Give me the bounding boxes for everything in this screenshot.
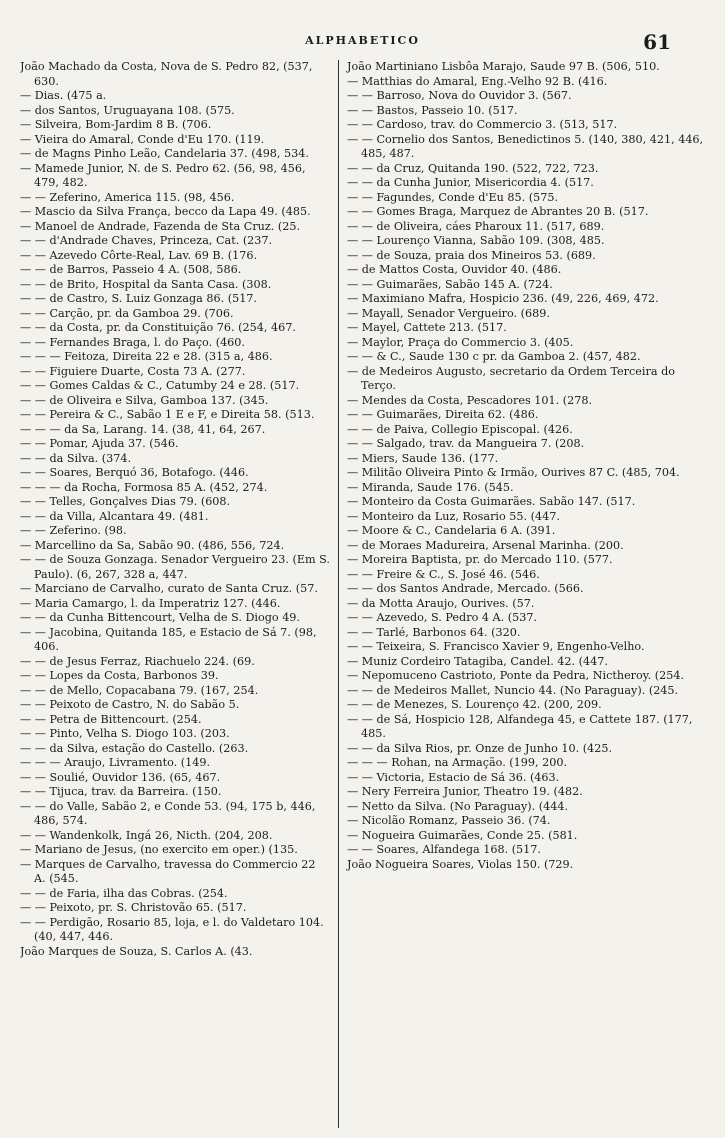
directory-entry: — — Perdigão, Rosario 85, loja, e l. do Valdetaro 104. (40, 447, 446. xyxy=(20,915,324,943)
directory-entry: — Mayall, Senador Vergueiro. (689. xyxy=(347,306,550,320)
directory-entry: João Martiniano Lisbôa Marajo, Saude 97 B. (506, 510. xyxy=(347,60,660,73)
page-number: 61 xyxy=(643,30,671,54)
directory-entry: — — Petra de Bittencourt. (254. xyxy=(20,712,202,726)
directory-entry: — de Mattos Costa, Ouvidor 40. (486. xyxy=(347,263,562,276)
directory-entry: — — Azevedo Côrte-Real, Lav. 69 B. (176. xyxy=(20,248,258,262)
directory-entry: — — de Souza Gonzaga. Senador Vergueiro 23. (Em S. Paulo). (6, 267, 328 a, 447. xyxy=(20,553,330,581)
directory-entry: João Machado da Costa, Nova de S. Pedro 82, (537, 630. xyxy=(20,60,313,88)
directory-entry: — — Pinto, Velha S. Diogo 103. (203. xyxy=(20,727,230,740)
directory-entry: — — Cardoso, trav. do Commercio 3. (513, 517. xyxy=(347,118,618,131)
directory-entry: — — d'Andrade Chaves, Princeza, Cat. (237. xyxy=(20,234,273,247)
directory-entry: — Marcellino da Sa, Sabão 90. (486, 556, 724. xyxy=(20,538,285,552)
directory-entry: — Nogueira Guimarães, Conde 25. (581. xyxy=(347,828,578,842)
directory-entry: — — Lopes da Costa, Barbonos 39. xyxy=(20,669,219,682)
directory-entry: — — Pomar, Ajuda 37. (546. xyxy=(20,437,179,450)
directory-entry: João Marques de Souza, S. Carlos A. (43. xyxy=(20,944,253,958)
directory-entry: — Moreira Baptista, pr. do Mercado 110. (577. xyxy=(347,553,613,566)
directory-entry: — — da Costa, pr. da Constituição 76. (254, 467. xyxy=(20,321,296,334)
directory-entry: — — dos Santos Andrade, Mercado. (566. xyxy=(347,582,584,595)
directory-entry: — Mayel, Cattete 213. (517. xyxy=(347,321,507,334)
directory-entry: — — da Silva. (374. xyxy=(20,451,132,465)
directory-entry: — — de Oliveira, cáes Pharoux 11. (517, 689. xyxy=(347,219,605,233)
directory-columns xyxy=(20,60,710,1128)
directory-entry: — Matthias do Amaral, Eng.-Velho 92 B. (416. xyxy=(347,74,608,88)
directory-entry: — — Peixoto de Castro, N. do Sabão 5. xyxy=(20,698,240,711)
directory-entry: — — Gomes Caldas & C., Catumby 24 e 28. (517. xyxy=(20,379,300,392)
directory-entry: — Netto da Silva. (No Paraguay). (444. xyxy=(347,799,569,813)
directory-entry: João Nogueira Soares, Violas 150. (729. xyxy=(347,857,574,871)
left-column xyxy=(20,60,338,1128)
directory-entry: — Maximiano Mafra, Hospicio 236. (49, 226, 469, 472. xyxy=(347,292,659,305)
directory-entry: — — de Mello, Copacabana 79. (167, 254. xyxy=(20,683,259,697)
directory-entry: — dos Santos, Uruguayana 108. (575. xyxy=(20,103,235,117)
directory-entry: — — Salgado, trav. da Mangueira 7. (208. xyxy=(347,437,585,450)
directory-entry: — — Fagundes, Conde d'Eu 85. (575. xyxy=(347,190,558,204)
directory-entry: — — da Silva, estação do Castello. (263. xyxy=(20,741,249,755)
directory-entry: — de Moraes Madureira, Arsenal Marinha. (200. xyxy=(347,538,624,552)
directory-entry: — Maylor, Praça do Commercio 3. (405. xyxy=(347,335,574,349)
directory-entry: — Militão Oliveira Pinto & Irmão, Ourives 87 C. (485, 704. xyxy=(347,466,680,479)
directory-entry: — Marques de Carvalho, travessa do Commercio 22 A. (545. xyxy=(20,857,316,885)
directory-entry: — — Bastos, Passeio 10. (517. xyxy=(347,103,518,117)
directory-entry: — — Azevedo, S. Pedro 4 A. (537. xyxy=(347,611,537,624)
directory-entry: — Mamede Junior, N. de S. Pedro 62. (56, 98, 456, 479, 482. xyxy=(20,161,306,189)
directory-entry: — — de Oliveira e Silva, Gamboa 137. (345. xyxy=(20,393,269,407)
directory-entry: — Nepomuceno Castrioto, Ponte da Pedra, Nictheroy. (254. xyxy=(347,669,684,682)
directory-entry: — Nicolão Romanz, Passeio 36. (74. xyxy=(347,814,551,827)
directory-entry: — — Fernandes Braga, l. do Paço. (460. xyxy=(20,335,245,349)
directory-entry: — — Peixoto, pr. S. Christovão 65. (517. xyxy=(20,901,247,914)
directory-entry: — — — da Sa, Larang. 14. (38, 41, 64, 267. xyxy=(20,422,266,436)
directory-entry: — Mendes da Costa, Pescadores 101. (278. xyxy=(347,393,593,407)
directory-entry: — — — Rohan, na Armação. (199, 200. xyxy=(347,756,568,769)
directory-entry: — — de Barros, Passeio 4 A. (508, 586. xyxy=(20,263,242,276)
directory-entry: — — Guimarães, Sabão 145 A. (724. xyxy=(347,277,553,291)
directory-entry: — — Pereira & C., Sabão 1 E e F, e Direita 58. (513. xyxy=(20,408,315,421)
page-header xyxy=(0,30,725,54)
directory-entry: — — de Faria, ilha das Cobras. (254. xyxy=(20,886,228,900)
directory-entry: — — da Silva Rios, pr. Onze de Junho 10. (425. xyxy=(347,741,613,755)
directory-entry: — Silveira, Bom-Jardim 8 B. (706. xyxy=(20,118,212,131)
directory-entry: — Monteiro da Costa Guimarães. Sabão 147. (517. xyxy=(347,495,636,508)
directory-entry: — — de Sá, Hospicio 128, Alfandega 45, e Cattete 187. (177, 485. xyxy=(347,712,693,740)
directory-entry: — — Tijuca, trav. da Barreira. (150. xyxy=(20,785,222,798)
directory-entry: — Muniz Cordeiro Tatagiba, Candel. 42. (447. xyxy=(347,654,608,668)
directory-entry: — — Soares, Berquó 36, Botafogo. (446. xyxy=(20,466,249,479)
directory-entry: — Moore & C., Candelaria 6 A. (391. xyxy=(347,524,556,537)
directory-entry: — — de Souza, praia dos Mineiros 53. (689. xyxy=(347,248,596,262)
directory-entry: — — da Cruz, Quitanda 190. (522, 722, 723. xyxy=(347,161,599,175)
directory-entry: — — Telles, Gonçalves Dias 79. (608. xyxy=(20,495,231,508)
directory-entry: — Dias. (475 a. xyxy=(20,89,107,102)
directory-entry: — — Carção, pr. da Gamboa 29. (706. xyxy=(20,306,234,320)
directory-entry: — Nery Ferreira Junior, Theatro 19. (482. xyxy=(347,785,583,798)
directory-entry: — de Medeiros Augusto, secretario da Ordem Terceira do Terço. xyxy=(347,364,675,392)
directory-entry: — — da Villa, Alcantara 49. (481. xyxy=(20,509,209,523)
directory-entry: — Mariano de Jesus, (no exercito em oper.) (135. xyxy=(20,843,298,856)
directory-entry: — — de Medeiros Mallet, Nuncio 44. (No Paraguay). (245. xyxy=(347,683,679,697)
directory-entry: — — Teixeira, S. Francisco Xavier 9, Engenho-Velho. xyxy=(347,640,645,653)
directory-entry: — — Tarlé, Barbonos 64. (320. xyxy=(347,625,521,639)
directory-entry: — — Soulié, Ouvidor 136. (65, 467. xyxy=(20,770,221,784)
directory-entry: — Vieira do Amaral, Conde d'Eu 170. (119. xyxy=(20,132,265,146)
directory-entry: — — Guimarães, Direita 62. (486. xyxy=(347,408,539,421)
running-head: ALPHABETICO xyxy=(305,34,420,47)
directory-entry: — — de Menezes, S. Lourenço 42. (200, 209. xyxy=(347,698,602,711)
directory-entry: — — Wandenkolk, Ingá 26, Nicth. (204, 208. xyxy=(20,828,273,842)
directory-entry: — — de Paiva, Collegio Episcopal. (426. xyxy=(347,422,573,436)
directory-entry: — — — Feitoza, Direita 22 e 28. (315 a, 486. xyxy=(20,350,273,363)
directory-entry: — — do Valle, Sabão 2, e Conde 53. (94, 175 b, 446, 486, 574. xyxy=(20,799,316,827)
directory-entry: — — Barroso, Nova do Ouvidor 3. (567. xyxy=(347,89,572,102)
directory-entry: — Maria Camargo, l. da Imperatriz 127. (446. xyxy=(20,596,281,610)
directory-entry: — — Freire & C., S. José 46. (546. xyxy=(347,567,540,581)
directory-entry: — — & C., Saude 130 c pr. da Gamboa 2. (457, 482. xyxy=(347,350,641,363)
directory-entry: — de Magns Pinho Leão, Candelaria 37. (498, 534. xyxy=(20,147,309,160)
directory-entry: — — Jacobina, Quitanda 185, e Estacio de Sá 7. (98, 406. xyxy=(20,625,317,653)
directory-entry: — — Zeferino. (98. xyxy=(20,524,127,537)
directory-entry: — — Gomes Braga, Marquez de Abrantes 20 B. (517. xyxy=(347,205,649,218)
directory-entry: — Marciano de Carvalho, curato de Santa Cruz. (57. xyxy=(20,582,318,595)
directory-entry: — — da Cunha Junior, Misericordia 4. (517. xyxy=(347,176,594,189)
directory-entry: — — Figuiere Duarte, Costa 73 A. (277. xyxy=(20,364,246,378)
right-column xyxy=(338,60,705,1128)
directory-entry: — — Victoria, Estacio de Sá 36. (463. xyxy=(347,770,560,784)
directory-entry: — — da Cunha Bittencourt, Velha de S. Diogo 49. xyxy=(20,611,300,624)
directory-entry: — Monteiro da Luz, Rosario 55. (447. xyxy=(347,509,560,523)
directory-entry: — — de Jesus Ferraz, Riachuelo 224. (69. xyxy=(20,654,255,668)
directory-entry: — — de Castro, S. Luiz Gonzaga 86. (517. xyxy=(20,292,257,305)
directory-entry: — — Cornelio dos Santos, Benedictinos 5. (140, 380, 421, 446, 485, 487. xyxy=(347,132,704,160)
directory-entry: — Miranda, Saude 176. (545. xyxy=(347,480,514,494)
directory-entry: — Manoel de Andrade, Fazenda de Sta Cruz. (25. xyxy=(20,219,301,233)
directory-entry: — — Lourenço Vianna, Sabão 109. (308, 485. xyxy=(347,234,605,247)
directory-entry: — — — da Rocha, Formosa 85 A. (452, 274. xyxy=(20,480,268,494)
directory-entry: — Mascio da Silva França, becco da Lapa 49. (485. xyxy=(20,205,311,218)
directory-entry: — Miers, Saude 136. (177. xyxy=(347,451,499,465)
directory-entry: — — Zeferino, America 115. (98, 456. xyxy=(20,190,235,204)
directory-entry: — — de Brito, Hospital da Santa Casa. (308. xyxy=(20,277,272,291)
directory-entry: — — Soares, Alfandega 168. (517. xyxy=(347,843,541,856)
directory-entry: — — — Araujo, Livramento. (149. xyxy=(20,756,211,769)
directory-entry: — da Motta Araujo, Ourives. (57. xyxy=(347,596,535,610)
